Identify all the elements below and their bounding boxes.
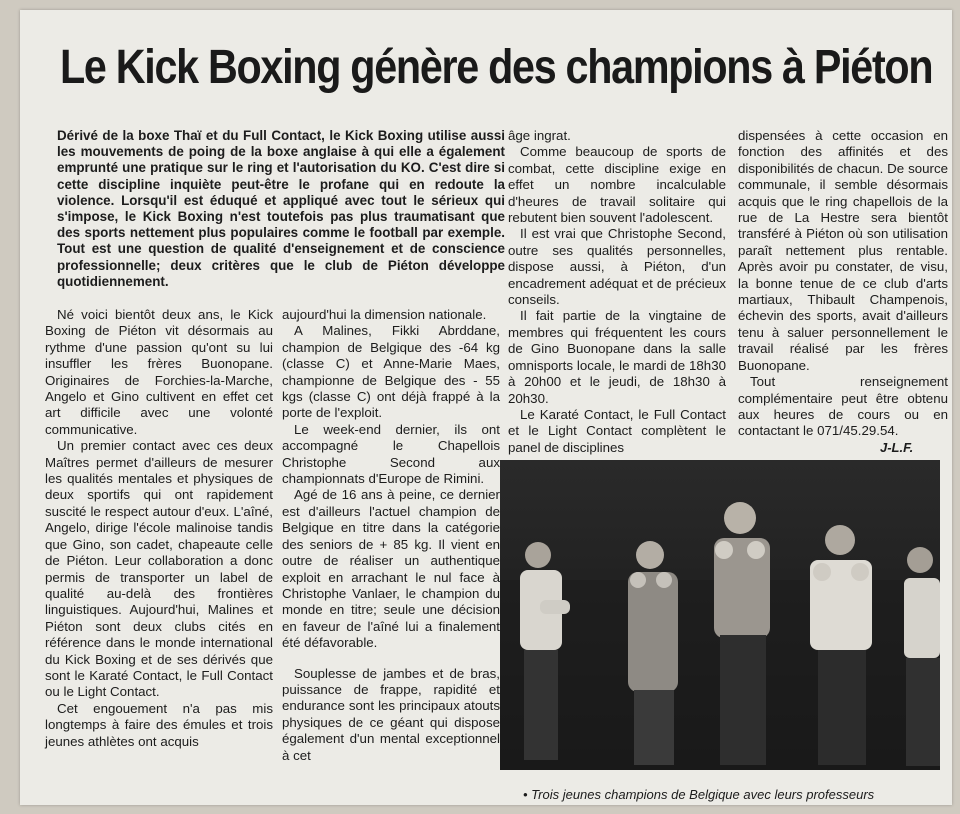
- column-1: [45, 307, 273, 750]
- figure-2: [628, 541, 678, 765]
- column-3: [508, 128, 726, 456]
- lead-paragraph: [57, 128, 505, 290]
- paragraph: Souplesse de jambes et de bras, puissance de frappe, rapidité et endurance sont les principaux atouts physiques de ce géant qui dispose également d'un mental exceptionnel à cet: [282, 665, 500, 763]
- column-4: [738, 128, 948, 440]
- paragraph: âge ingrat.: [508, 128, 571, 143]
- headline: Le Kick Boxing génère des champions à Piéton: [60, 41, 933, 94]
- column-2: [282, 307, 500, 764]
- figure-5: [904, 547, 940, 766]
- paragraph: Le week-end dernier, ils ont accompagné le Chapellois Christophe Second aux championnats d'Europe de Rimini.: [282, 421, 500, 487]
- newspaper-clipping: [20, 10, 952, 805]
- paragraph: aujourd'hui la dimension nationale.: [282, 307, 487, 322]
- paragraph: Un premier contact avec ces deux Maîtres permet d'ailleurs de mesurer les qualités mentales et physiques de deux sportifs qui ont rapidement suscité le respect autour d'eux. L'aîné, Angelo, dirige l'école malinoise tandis que Gino, son cadet, chapeaute celle de Piéton. Leur collaboration a donc permis de transporter un label de qualité au-delà des frontières linguistiques. Aujourd'hui, Malines et Piéton sont deux clubs cités en référence dans le monde international du Kick Boxing et de ses dérivés que sont le Karaté Contact, le Full Contact ou le Light Contact.: [45, 438, 273, 700]
- paragraph: dispensées à cette occasion en fonction des affinités et des disponibilités de chacun. De source communale, il semble désormais acquis que le ring chapellois de la rue de La Hestre sera bientôt transféré à Piéton où son utilisation paraît nettement plus rentable. Après avoir pu constater, de visu, la bonne tenue de ce club d'arts martiaux, Thibault Champenois, échevin des sports, avait d'ailleurs tenu à saluer personnellement le travail réalisé par les frères Buonopane.: [738, 128, 948, 373]
- boxers-photo: [500, 460, 940, 770]
- figure-3: [714, 502, 770, 765]
- paragraph: Le Karaté Contact, le Full Contact et le Light Contact complètent le panel de disciplines: [508, 406, 726, 455]
- paragraph: Agé de 16 ans à peine, ce dernier est d'ailleurs l'actuel champion de Belgique en titre dans la catégorie des seniors de + 85 kg. Il vient en outre de réaliser un authentique exploit en arrachant le nul face à Christophe Vanlaer, le champion du monde en titre; seule une décision en faveur de l'aîné lui a finalement été défavorable.: [282, 487, 500, 651]
- paragraph: Comme beaucoup de sports de combat, cette discipline exige en effet un nombre incalculable d'heures de travail solitaire qui rebutent bien souvent l'adolescent.: [508, 144, 726, 226]
- paragraph: Il est vrai que Christophe Second, outre ses qualités personnelles, dispose aussi, à Piéton, d'un encadrement adéquat et de précieux conseils.: [508, 226, 726, 308]
- author-signature: J-L.F.: [880, 440, 914, 455]
- lead-text: Dérivé de la boxe Thaï et du Full Contact, le Kick Boxing utilise aussi les mouvements de poing de la boxe anglaise à qui elle a également emprunté une pratique sur le ring et l'autorisation du KO. C'est dire si cette discipline inquiète peut-être le profane qui en redoute la violence. Lorsqu'il est éduqué et appliqué avec tout le sérieux qui s'impose, le Kick Boxing n'est toutefois pas plus traumatisant que des sports nettement plus populaires comme le football par exemple. Tout est une question de qualité d'enseignement et de conscience professionnelle; deux critères que le club de Piéton développe quotidiennement.: [57, 128, 505, 289]
- paragraph: Né voici bientôt deux ans, le Kick Boxing de Piéton vit désormais au rythme d'une passion qu'ont su lui insuffler les frères Buonopane. Originaires de Forchies-la-Marche, Angelo et Gino cultivent en effet cet art difficile avec une volonté communicative.: [45, 307, 273, 437]
- paragraph: Cet engouement n'a pas mis longtemps à faire des émules et trois jeunes athlètes ont acquis: [45, 700, 273, 749]
- photo-caption: • Trois jeunes champions de Belgique avec leurs professeurs: [523, 787, 875, 802]
- paragraph: Tout renseignement complémentaire peut être obtenu aux heures de cours ou en contactant le 071/45.29.54.: [738, 374, 948, 439]
- paragraph: Il fait partie de la vingtaine de membres qui fréquentent les cours de Gino Buonopane dans la salle omnisports locale, le mardi de 18h30 à 20h00 et le jeudi, de 18h30 à 20h30.: [508, 308, 726, 406]
- paragraph: A Malines, Fikki Abrddane, champion de Belgique des -64 kg (classe C) et Anne-Marie Maes, championne de Belgique des - 55 kgs (classe C) ont déjà frappé à la porte de l'exploit.: [282, 323, 500, 421]
- figure-4: [810, 525, 872, 765]
